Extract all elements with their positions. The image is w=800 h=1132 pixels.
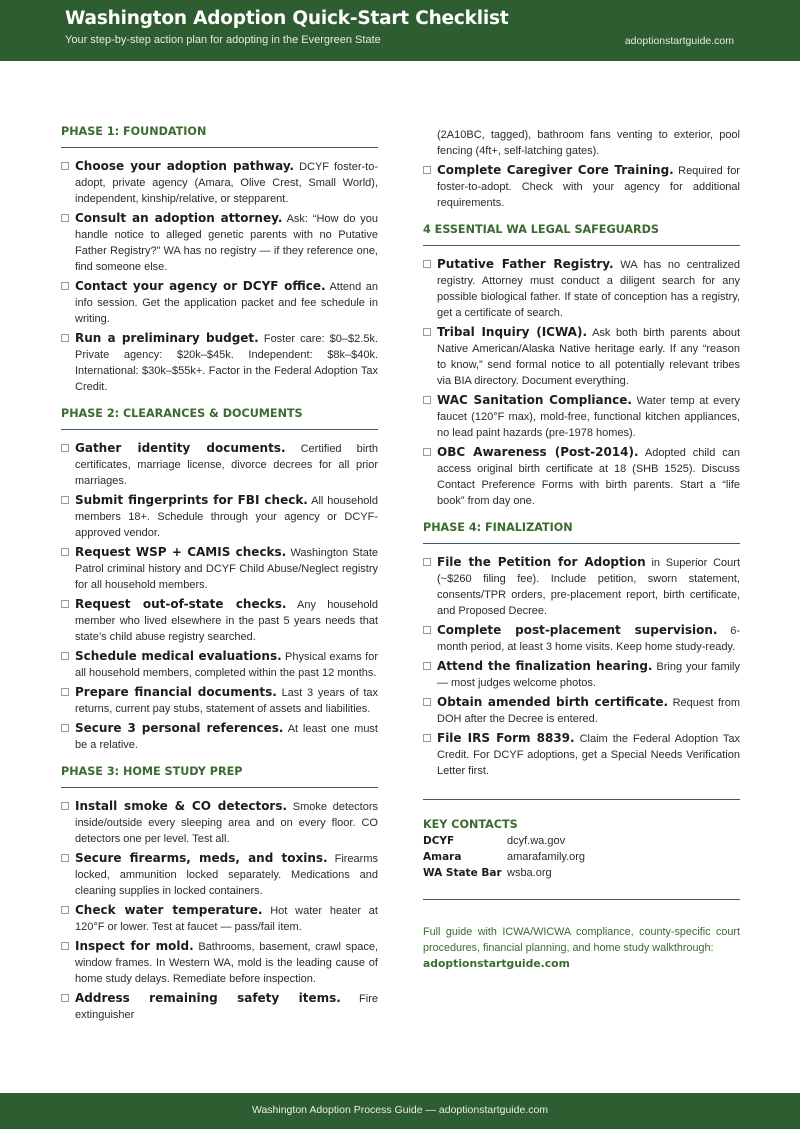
item-text: Ask both birth parents about Native American/Alaska Native heritage early. If any “reason to know,” send formal notice to all potentially relevant tribes via BIA directory. Document everything. xyxy=(437,327,740,387)
item-label: Run a preliminary budget. xyxy=(75,331,259,345)
item-text: Physical exams for all household members, completed within the past 12 months. xyxy=(75,651,379,679)
contact-name: Amara xyxy=(423,851,462,863)
item-label: OBC Awareness (Post-2014). xyxy=(437,445,639,459)
item-label: Check water temperature. xyxy=(75,903,263,917)
item-label: Consult an adoption attorney. xyxy=(75,211,283,225)
item-text: Smoke detectors inside/outside every sleeping area and on every floor. CO detectors one per level. Test all. xyxy=(75,801,378,845)
contact-link[interactable]: dcyf.wa.gov xyxy=(507,835,566,847)
item-label: Request WSP + CAMIS checks. xyxy=(75,545,287,559)
item-text: Washington State Patrol criminal history and DCYF Child Abuse/Neglect registry for all household members. xyxy=(75,547,379,591)
item-label: Prepare financial documents. xyxy=(75,685,277,699)
phase-section xyxy=(61,125,378,395)
guide-note xyxy=(423,924,740,972)
page-subtitle: Your step-by-step action plan for adopting in the Evergreen State xyxy=(65,34,381,46)
page-title: Washington Adoption Quick-Start Checklist xyxy=(65,8,509,29)
item-text: Any household member who lived elsewhere in the past 5 years needs that state’s child abuse registry searched. xyxy=(75,599,378,643)
checklist-item[interactable] xyxy=(61,210,378,275)
checklist-item[interactable] xyxy=(423,324,740,389)
footer-text: Washington Adoption Process Guide — adoptionstartguide.com xyxy=(251,1104,549,1116)
checklist-item[interactable] xyxy=(61,544,378,593)
checklist-item[interactable] xyxy=(61,798,378,847)
item-text: Certified birth certificates, marriage license, divorce decrees for all prior marriages. xyxy=(75,443,379,487)
checklist-item[interactable] xyxy=(423,730,740,779)
left-column xyxy=(61,125,378,1026)
item-text: Bathrooms, basement, crawl space, window frames. In Western WA, mold is the leading cause of home study delays. Remediate before inspection. xyxy=(75,941,378,985)
checkbox[interactable] xyxy=(61,994,69,1002)
checkbox[interactable] xyxy=(61,334,69,342)
item-label: Obtain amended birth certificate. xyxy=(437,695,669,709)
divider xyxy=(423,799,740,800)
item-text: At least one must be a relative. xyxy=(75,723,378,751)
section-heading: PHASE 4: FINALIZATION xyxy=(423,521,740,544)
checkbox[interactable] xyxy=(423,698,431,706)
checkbox[interactable] xyxy=(423,448,431,456)
checkbox[interactable] xyxy=(61,214,69,222)
checkbox[interactable] xyxy=(423,734,431,742)
section-heading: PHASE 1: FOUNDATION xyxy=(61,125,378,148)
checklist-item[interactable] xyxy=(61,850,378,899)
checklist-item[interactable] xyxy=(423,392,740,441)
checklist-item[interactable] xyxy=(423,162,740,211)
checkbox[interactable] xyxy=(61,724,69,732)
checkbox[interactable] xyxy=(61,802,69,810)
checkbox[interactable] xyxy=(423,626,431,634)
header-bar xyxy=(0,0,800,61)
checkbox[interactable] xyxy=(61,906,69,914)
item-text: Foster care: $0–$2.5k. Private agency: $20k–$45k. Independent: $8k–$40k. International: $30k–$55k+. Factor in the Federal Adoption Tax Credit. xyxy=(75,333,379,393)
safeguards-section xyxy=(423,223,740,509)
item-text: 6-month period, at least 3 home visits. Keep home study-ready. xyxy=(437,625,740,653)
checklist-item[interactable] xyxy=(61,278,378,327)
contacts-heading: KEY CONTACTS xyxy=(423,818,518,831)
item-label: Complete post-placement supervision. xyxy=(437,623,718,637)
item-text: Adopted child can access original birth certificate at 18 (SHB 1525). Discuss Contact Preference Forms with birth parents. Start a “life book” from day one. xyxy=(437,447,741,507)
item-label: Putative Father Registry. xyxy=(437,257,614,271)
item-label: Address remaining safety items. xyxy=(75,991,341,1005)
checkbox[interactable] xyxy=(61,854,69,862)
item-label: File the Petition for Adoption xyxy=(437,555,646,569)
checklist-item[interactable] xyxy=(61,596,378,645)
checklist-item[interactable] xyxy=(61,720,378,753)
item-text: in Superior Court (~$260 filing fee). Include petition, sworn statement, consents/TPR orders, pre-placement report, birth certificate, and Proposed Decree. xyxy=(437,557,740,617)
item-text: WA has no centralized registry. Attorney must conduct a diligent search for any possible biological father. If state of conception has a registry, get a certificate of search. xyxy=(437,259,740,319)
checklist-item[interactable] xyxy=(61,492,378,541)
item-label: WAC Sanitation Compliance. xyxy=(437,393,632,407)
phase-section xyxy=(61,765,378,1023)
checklist-item[interactable] xyxy=(423,444,740,509)
item-label: File IRS Form 8839. xyxy=(437,731,575,745)
item-label: Attend the finalization hearing. xyxy=(437,659,653,673)
checklist-item[interactable] xyxy=(61,938,378,987)
contact-name: DCYF xyxy=(423,835,455,847)
checkbox[interactable] xyxy=(61,942,69,950)
section-heading: 4 ESSENTIAL WA LEGAL SAFEGUARDS xyxy=(423,223,740,246)
checklist-item[interactable] xyxy=(61,330,378,395)
item-label: Choose your adoption pathway. xyxy=(75,159,295,173)
checklist-item[interactable] xyxy=(61,684,378,717)
item-text: Request from DOH after the Decree is entered. xyxy=(437,697,740,725)
item-text: Firearms locked, ammunition locked separately. Medications and cleaning supplies in locked containers. xyxy=(75,853,378,897)
checkbox[interactable] xyxy=(423,260,431,268)
section-heading: PHASE 2: CLEARANCES & DOCUMENTS xyxy=(61,407,378,430)
checklist-item[interactable] xyxy=(423,256,740,321)
contact-row xyxy=(423,849,740,865)
item-label: Install smoke & CO detectors. xyxy=(75,799,288,813)
item-text: Bring your family — most judges welcome photos. xyxy=(437,661,741,689)
checkbox[interactable] xyxy=(61,600,69,608)
checklist-item[interactable] xyxy=(61,902,378,935)
key-contacts xyxy=(423,818,740,881)
header-site-link[interactable]: adoptionstartguide.com xyxy=(624,35,734,47)
item-text: Required for foster-to-adopt. Check with your agency for additional requirements. xyxy=(437,165,740,209)
checkbox[interactable] xyxy=(423,166,431,174)
checklist-item[interactable] xyxy=(61,440,378,489)
item-text: Attend an info session. Get the application packet and fee schedule in writing. xyxy=(75,281,378,325)
item-text: All household members 18+. Schedule through your agency or DCYF-approved vendor. xyxy=(75,495,378,539)
item-text: Last 3 years of tax returns, current pay stubs, statement of assets and liabilities. xyxy=(75,687,378,715)
item-label: Request out-of-state checks. xyxy=(75,597,287,611)
checkbox[interactable] xyxy=(61,548,69,556)
contact-row xyxy=(423,833,740,849)
checkbox[interactable] xyxy=(423,328,431,336)
checklist-item[interactable] xyxy=(423,554,740,619)
item-label: Gather identity documents. xyxy=(75,441,286,455)
checklist-item[interactable] xyxy=(61,158,378,207)
checkbox[interactable] xyxy=(61,162,69,170)
guide-text: Full guide with ICWA/WICWA compliance, county-specific court procedures, financial planning, and home study walkthrough: xyxy=(423,926,740,954)
checkbox[interactable] xyxy=(61,652,69,660)
checkbox[interactable] xyxy=(423,558,431,566)
item-label: Secure 3 personal references. xyxy=(75,721,284,735)
item-text: Water temp at every faucet (120°F max), mold-free, functional kitchen appliances, no lead paint hazards (pre-1978 homes). xyxy=(437,395,740,439)
checklist-item[interactable] xyxy=(61,648,378,681)
item-text: Claim the Federal Adoption Tax Credit. For DCYF adoptions, get a Special Needs Verification Letter first. xyxy=(437,733,740,777)
section-heading: PHASE 3: HOME STUDY PREP xyxy=(61,765,378,788)
contact-name: WA State Bar xyxy=(423,867,502,879)
checklist-item[interactable] xyxy=(423,658,740,691)
checklist-item[interactable] xyxy=(423,694,740,727)
item-label: Submit fingerprints for FBI check. xyxy=(75,493,308,507)
phase-section xyxy=(423,521,740,779)
item-text: Fire extinguisher xyxy=(75,993,378,1021)
checklist-item[interactable] xyxy=(61,990,378,1023)
right-column xyxy=(423,127,740,972)
checkbox[interactable] xyxy=(423,662,431,670)
item-label: Complete Caregiver Core Training. xyxy=(437,163,674,177)
item-label: Inspect for mold. xyxy=(75,939,194,953)
checkbox[interactable] xyxy=(61,282,69,290)
checkbox[interactable] xyxy=(61,444,69,452)
checkbox[interactable] xyxy=(61,496,69,504)
item-text: Hot water heater at 120°F or lower. Test at faucet — pass/fail item. xyxy=(75,905,378,933)
contact-link[interactable]: amarafamily.org xyxy=(507,851,586,863)
checkbox[interactable] xyxy=(61,688,69,696)
contact-link[interactable]: wsba.org xyxy=(507,867,552,879)
checkbox[interactable] xyxy=(423,396,431,404)
item-label: Schedule medical evaluations. xyxy=(75,649,282,663)
item-label: Tribal Inquiry (ICWA). xyxy=(437,325,588,339)
phase-section xyxy=(61,407,378,753)
footer-bar xyxy=(0,1093,800,1129)
item-text: Ask: “How do you handle notice to alleged genetic parents with no Putative Father Registry?” WA has no registry — if they reference one, find someone else. xyxy=(75,213,379,273)
item-text: DCYF foster-to-adopt, private agency (Amara, Olive Crest, Small World), independent, kinship/relative, or stepparent. xyxy=(75,161,378,205)
item-label: Contact your agency or DCYF office. xyxy=(75,279,326,293)
checklist-item[interactable] xyxy=(423,622,740,655)
item-label: Secure firearms, meds, and toxins. xyxy=(75,851,328,865)
continued-text: (2A10BC, tagged), bathroom fans venting to exterior, pool fencing (4ft+, self-latching gates). xyxy=(437,129,740,157)
guide-link[interactable]: adoptionstartguide.com xyxy=(423,957,570,970)
contact-row xyxy=(423,865,740,881)
divider xyxy=(423,899,740,900)
